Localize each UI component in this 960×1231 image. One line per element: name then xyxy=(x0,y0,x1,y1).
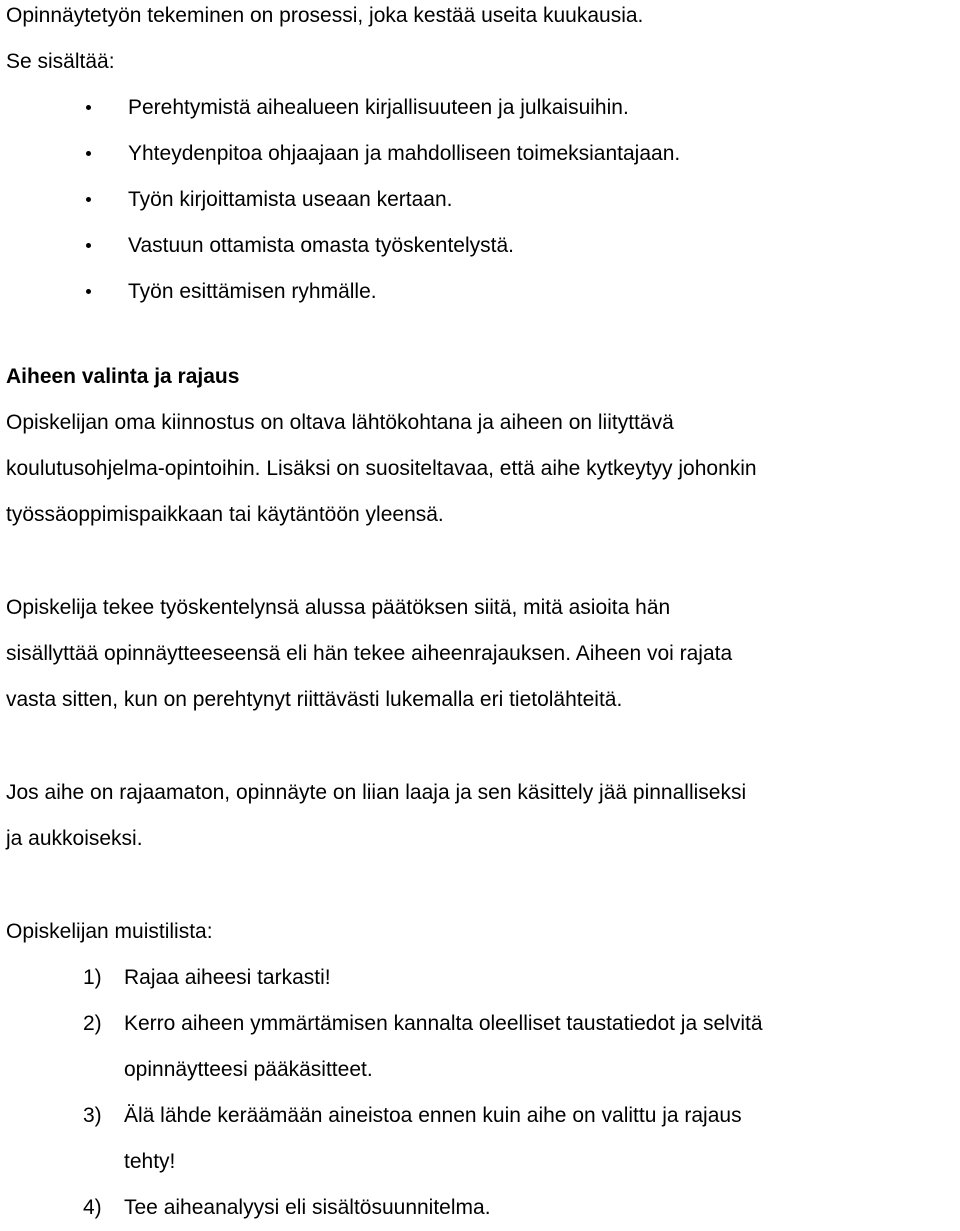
intro-line-1: Opinnäytetyön tekeminen on prosessi, joka kestää useita kuukausia. xyxy=(6,4,644,27)
bullet-icon xyxy=(86,105,91,110)
spacer xyxy=(6,862,956,909)
bullet-icon xyxy=(86,197,91,202)
item-number: 3) xyxy=(83,1104,102,1127)
item-number: 2) xyxy=(83,1012,102,1035)
item-text-line: opinnäytteesi pääkäsitteet. xyxy=(124,1058,373,1081)
bullet-icon xyxy=(86,243,91,248)
item-text-line: Älä lähde keräämään aineistoa ennen kuin aihe on valittu ja rajaus xyxy=(124,1104,742,1127)
list-item xyxy=(6,955,956,1001)
paragraph-1 xyxy=(6,400,956,538)
paragraph-line: ja aukkoiseksi. xyxy=(6,827,143,850)
item-text-line: Kerro aiheen ymmärtämisen kannalta oleelliset taustatiedot ja selvitä xyxy=(124,1012,763,1035)
list-item: Yhteydenpitoa ohjaajaan ja mahdolliseen toimeksiantajaan. xyxy=(6,131,956,177)
item-text-line: Rajaa aiheesi tarkasti! xyxy=(124,966,331,989)
paragraph-line: Opiskelija tekee työskentelynsä alussa päätöksen siitä, mitä asioita hän xyxy=(6,596,671,619)
paragraph-line: sisällyttää opinnäytteeseensä eli hän tekee aiheenrajauksen. Aiheen voi rajata xyxy=(6,642,733,665)
spacer xyxy=(6,723,956,770)
paragraph-2 xyxy=(6,585,956,723)
bullet-icon xyxy=(86,289,91,294)
section-heading: Aiheen valinta ja rajaus xyxy=(6,365,240,388)
item-number: 4) xyxy=(83,1196,102,1219)
spacer xyxy=(6,538,956,585)
spacer xyxy=(6,315,956,354)
list-item: Perehtymistä aihealueen kirjallisuuteen ja julkaisuihin. xyxy=(6,85,956,131)
bullet-icon xyxy=(86,151,91,156)
paragraph-line: Jos aihe on rajaamaton, opinnäyte on liian laaja ja sen käsittely jää pinnalliseksi xyxy=(6,781,747,804)
paragraph-line: koulutusohjelma-opintoihin. Lisäksi on suositeltavaa, että aihe kytkeytyy johonkin xyxy=(6,457,757,480)
list-item xyxy=(6,1093,956,1185)
list-item xyxy=(6,1185,956,1231)
checklist xyxy=(6,955,956,1231)
list-item: Työn esittämisen ryhmälle. xyxy=(6,269,956,315)
item-text-line: tehty! xyxy=(124,1150,176,1173)
list-item: Vastuun ottamista omasta työskentelystä. xyxy=(6,223,956,269)
paragraph-line: Opiskelijan oma kiinnostus on oltava lähtökohtana ja aiheen on liityttävä xyxy=(6,411,674,434)
intro-line-2: Se sisältää: xyxy=(6,50,115,73)
paragraph-line: työssäoppimispaikkaan tai käytäntöön yleensä. xyxy=(6,503,444,526)
bullet-list xyxy=(6,85,956,315)
list-item xyxy=(6,1001,956,1093)
item-text-line: Tee aiheanalyysi eli sisältösuunnitelma. xyxy=(124,1196,491,1219)
list-item: Työn kirjoittamista useaan kertaan. xyxy=(6,177,956,223)
item-number: 1) xyxy=(83,966,102,989)
checklist-title: Opiskelijan muistilista: xyxy=(6,920,213,943)
paragraph-line: vasta sitten, kun on perehtynyt riittävästi lukemalla eri tietolähteitä. xyxy=(6,688,623,711)
document-body xyxy=(6,0,956,1231)
paragraph-3 xyxy=(6,770,956,862)
